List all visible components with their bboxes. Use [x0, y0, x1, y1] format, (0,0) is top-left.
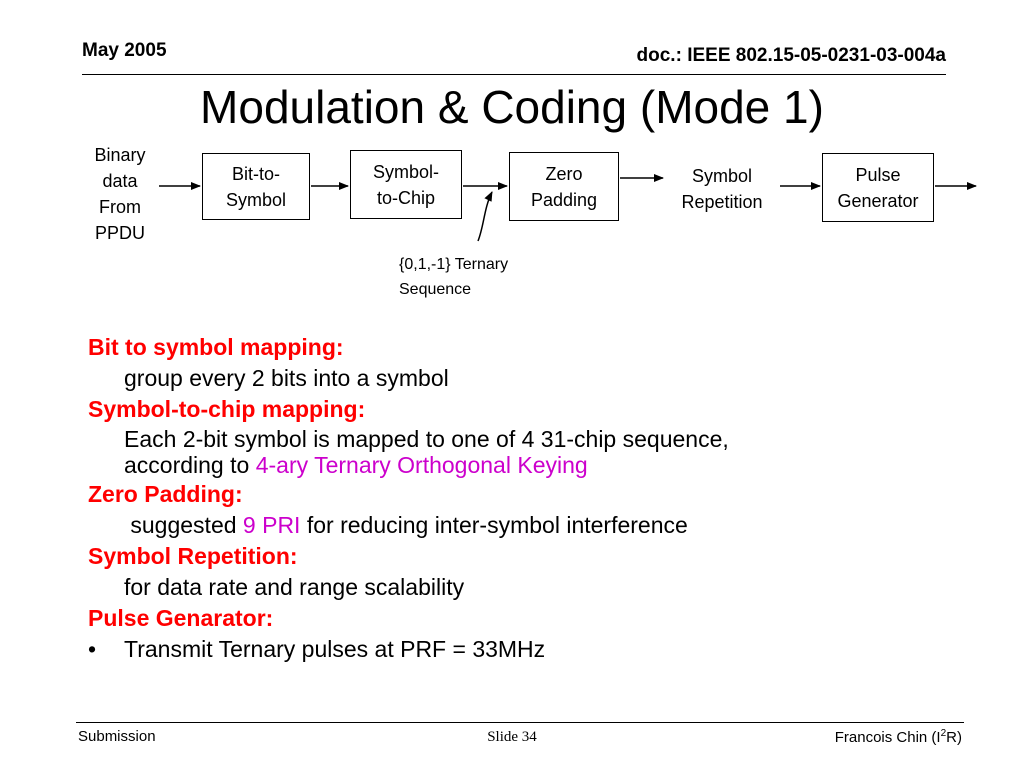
- bullet-text: Transmit Ternary pulses at PRF = 33MHz: [124, 636, 546, 662]
- block-symbol-repetition: Symbol Repetition: [681, 166, 763, 212]
- slide-body: [88, 333, 968, 664]
- footer-author-sup: 2: [940, 728, 947, 739]
- text-zero-padding-pre: suggested: [124, 512, 243, 538]
- text-symbol-to-chip-accent: 4-ary Ternary Orthogonal Keying: [255, 452, 588, 478]
- diagram-input-label: Binary data From PPDU: [94, 145, 146, 243]
- block-bit-to-symbol: Bit-to- Symbol: [202, 153, 310, 220]
- slide-title: Modulation & Coding (Mode 1): [200, 81, 824, 133]
- annotation-ternary-sequence: {0,1,-1} Ternary Sequence: [399, 256, 509, 298]
- footer-author-post: R): [946, 729, 962, 746]
- text-bit-to-symbol: group every 2 bits into a symbol: [124, 365, 449, 391]
- footer-slide-number: Slide 34: [487, 729, 537, 745]
- text-symbol-to-chip-pre: according to: [124, 452, 256, 478]
- annotation-pointer: [478, 192, 492, 241]
- text-symbol-to-chip-line2: [124, 452, 968, 478]
- block-zero-padding: Zero Padding: [509, 152, 619, 221]
- block-pulse-generator: Pulse Generator: [822, 153, 934, 222]
- block-symbol-to-chip: Symbol- to-Chip: [350, 150, 462, 219]
- heading-symbol-repetition: Symbol Repetition:: [88, 543, 298, 569]
- text-zero-padding-accent: 9 PRI: [242, 512, 301, 538]
- text-symbol-to-chip: [88, 426, 968, 478]
- bullet-item: [88, 635, 968, 664]
- header-rule: [82, 74, 946, 75]
- text-symbol-repetition: for data rate and range scalability: [124, 574, 465, 600]
- text-zero-padding-post: for reducing inter-symbol interference: [300, 512, 688, 538]
- text-symbol-to-chip-line1: Each 2-bit symbol is mapped to one of 4 31-chip sequence,: [124, 426, 729, 452]
- header-date: May 2005: [82, 40, 167, 61]
- footer-author-pre: Francois Chin (I: [834, 729, 941, 746]
- footer-author: [835, 728, 962, 746]
- header-doc-id: doc.: IEEE 802.15-05-0231-03-004a: [636, 45, 946, 66]
- text-zero-padding: [88, 511, 968, 540]
- heading-pulse-generator: Pulse Genarator:: [88, 605, 274, 631]
- bullet-dot: •: [88, 636, 97, 662]
- heading-symbol-to-chip: Symbol-to-chip mapping:: [88, 396, 366, 422]
- footer-rule: [76, 722, 964, 723]
- heading-zero-padding: Zero Padding:: [88, 481, 243, 507]
- footer-submission: Submission: [78, 728, 156, 745]
- heading-bit-to-symbol: Bit to symbol mapping:: [88, 334, 344, 360]
